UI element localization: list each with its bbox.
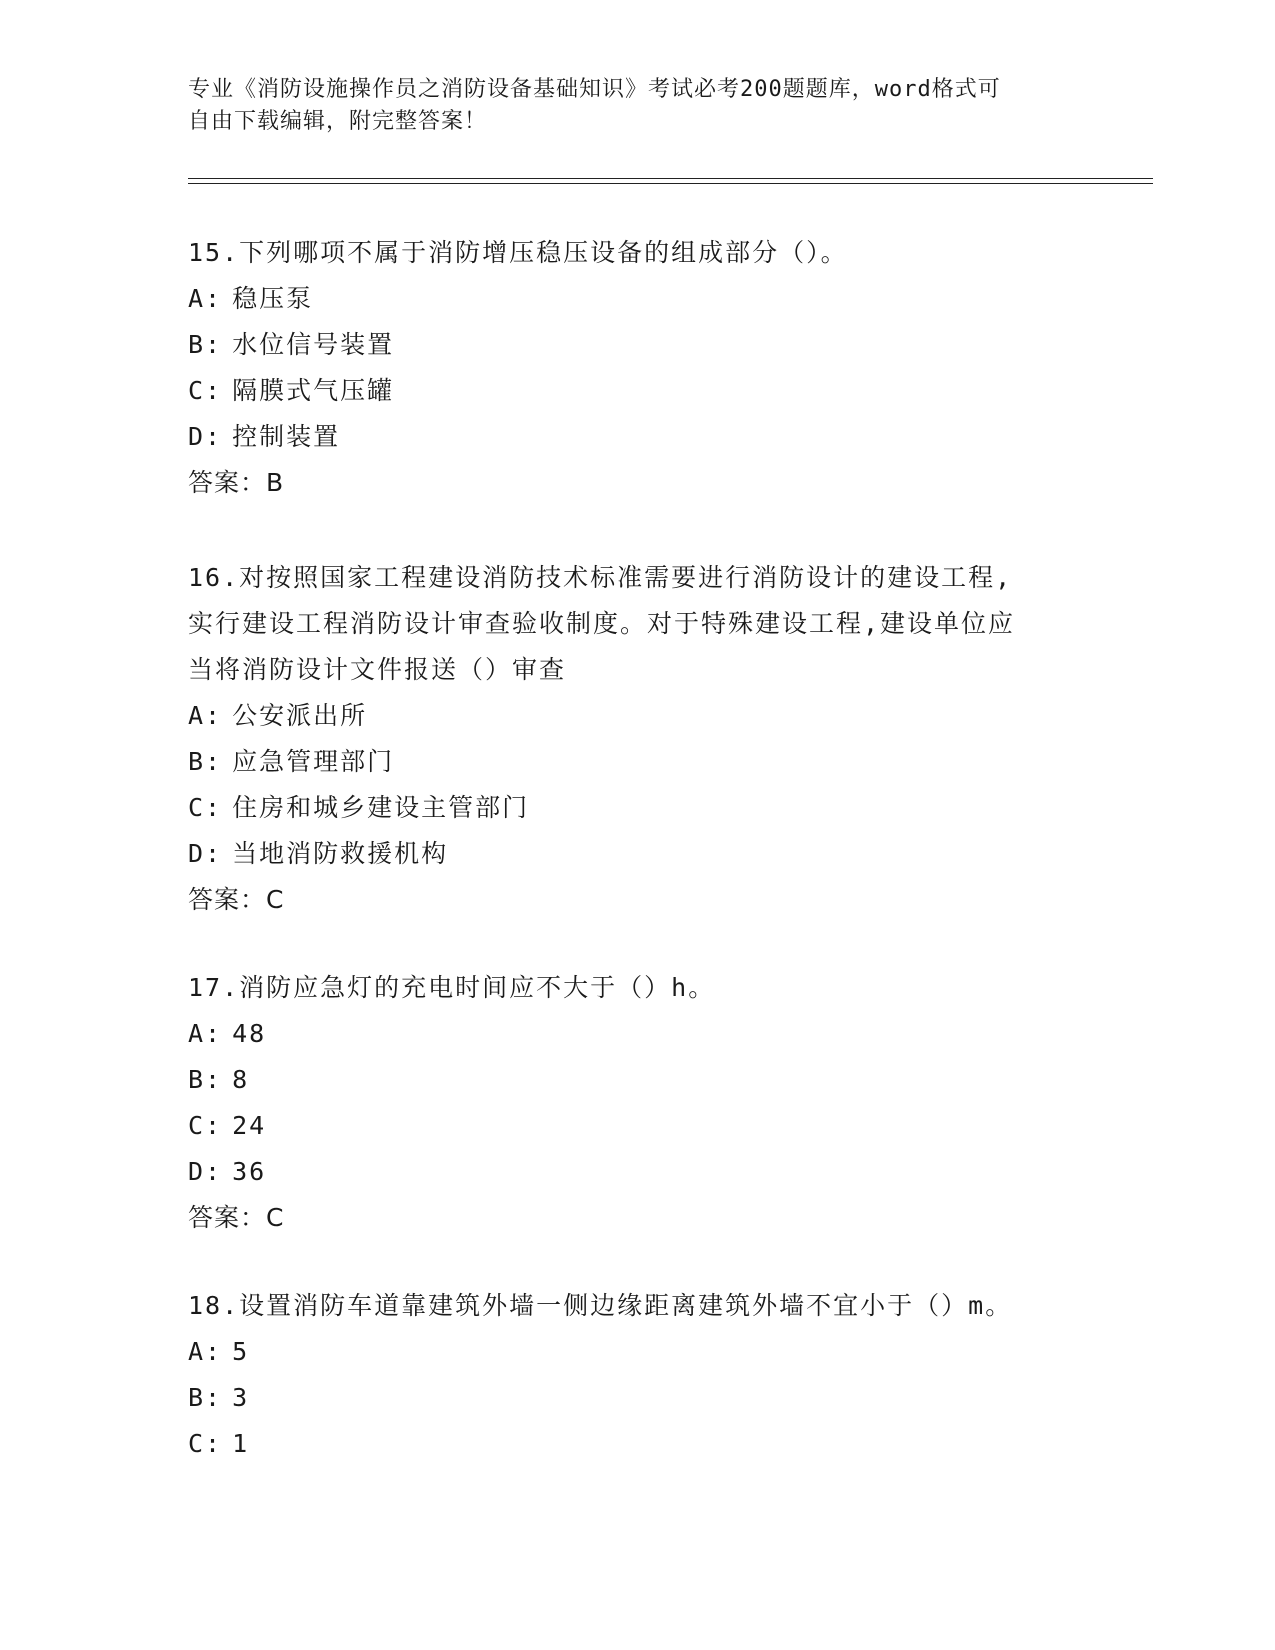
option-text: 8 (232, 1065, 250, 1094)
option-d (188, 831, 1088, 877)
option-a (188, 693, 1088, 739)
option-a (188, 1011, 1088, 1057)
question-stem: 16.对按照国家工程建设消防技术标准需要进行消防设计的建设工程, (188, 563, 1013, 592)
option-b (188, 322, 1088, 368)
option-text: 1 (232, 1429, 250, 1458)
option-letter: C: (188, 793, 223, 822)
option-text: 应急管理部门 (232, 747, 395, 776)
option-letter: C: (188, 1429, 223, 1458)
question-18 (188, 1283, 1088, 1467)
option-d (188, 414, 1088, 460)
option-letter: C: (188, 1111, 223, 1140)
answer-label: 答案：B (188, 468, 285, 497)
option-letter: D: (188, 1157, 223, 1186)
question-stem: 18.设置消防车道靠建筑外墙一侧边缘距离建筑外墙不宜小于（）m。 (188, 1291, 1013, 1320)
option-text: 48 (232, 1019, 267, 1048)
option-text: 24 (232, 1111, 267, 1140)
option-letter: B: (188, 1065, 223, 1094)
option-letter: B: (188, 1383, 223, 1412)
option-a (188, 276, 1088, 322)
answer-label: 答案：C (188, 1203, 285, 1232)
option-text: 当地消防救援机构 (232, 839, 449, 868)
question-stem: 17.消防应急灯的充电时间应不大于（）h。 (188, 973, 716, 1002)
option-text: 稳压泵 (232, 284, 314, 313)
option-letter: D: (188, 422, 223, 451)
header-line-1: 专业《消防设施操作员之消防设备基础知识》考试必考200题题库，word格式可 (188, 77, 1001, 102)
question-stem: 实行建设工程消防设计审查验收制度。对于特殊建设工程,建设单位应 (188, 609, 1016, 638)
option-a (188, 1329, 1088, 1375)
option-c (188, 1103, 1088, 1149)
document-header (188, 74, 1088, 138)
header-line-2: 自由下载编辑，附完整答案！ (188, 109, 488, 134)
option-text: 公安派出所 (232, 701, 368, 730)
option-letter: A: (188, 701, 223, 730)
option-c (188, 785, 1088, 831)
option-text: 3 (232, 1383, 250, 1412)
option-b (188, 739, 1088, 785)
question-stem: 当将消防设计文件报送（）审查 (188, 655, 567, 684)
header-divider-top (188, 178, 1153, 179)
option-letter: B: (188, 747, 223, 776)
option-c (188, 368, 1088, 414)
option-text: 控制装置 (232, 422, 341, 451)
option-d (188, 1149, 1088, 1195)
option-text: 36 (232, 1157, 267, 1186)
question-stem: 15.下列哪项不属于消防增压稳压设备的组成部分（）。 (188, 238, 848, 267)
option-c (188, 1421, 1088, 1467)
option-b (188, 1375, 1088, 1421)
option-letter: B: (188, 330, 223, 359)
option-letter: A: (188, 1337, 223, 1366)
option-letter: D: (188, 839, 223, 868)
header-divider-bottom (188, 183, 1153, 184)
option-letter: C: (188, 376, 223, 405)
option-b (188, 1057, 1088, 1103)
option-text: 水位信号装置 (232, 330, 395, 359)
option-text: 住房和城乡建设主管部门 (232, 793, 530, 822)
option-letter: A: (188, 284, 223, 313)
option-text: 隔膜式气压罐 (232, 376, 395, 405)
answer-label: 答案：C (188, 885, 285, 914)
option-letter: A: (188, 1019, 223, 1048)
question-17 (188, 965, 1088, 1241)
question-16 (188, 555, 1088, 923)
question-15 (188, 230, 1088, 506)
option-text: 5 (232, 1337, 250, 1366)
